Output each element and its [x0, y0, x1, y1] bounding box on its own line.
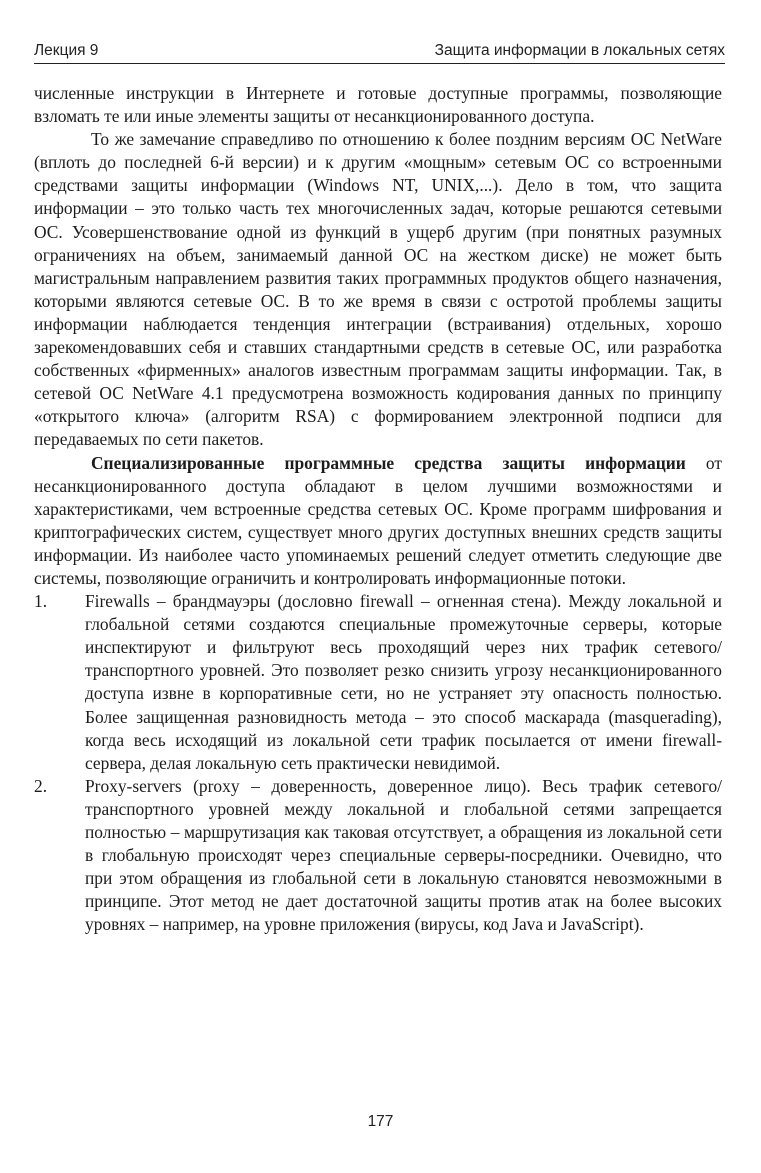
list-number: 1. [34, 591, 48, 612]
list-item-proxy-servers [34, 775, 722, 937]
running-header [34, 38, 725, 64]
page-body [34, 82, 722, 936]
list-number: 2. [34, 775, 48, 796]
list-item-text: Proxy-servers (proxy – доверенность, доверенное лицо). Весь трафик сетевого/транспортного уровней между локальной и глобальной сетями запрещается полностью – маршрутизация как таковая отсутствует, а обращения из локальной сети в глобальную происходят через специальные серверы-посредники. Очевидно, что при этом обращения из глобальной сети в локальную становятся невозможными в принципе. Этот метод не дает достаточной защиты против атак на более высоких уровнях – например, на уровне приложения (вирусы, код Java и JavaScript). [85, 775, 722, 935]
lecture-label: Лекция 9 [34, 42, 99, 59]
paragraph-netware: То же замечание справедливо по отношению к более поздним версиям ОС NetWare (вплоть до последней 6-й версии) и к другим «мощным» сетевым ОС со встроенными средствами защиты информации (Windows NT, UNIX,...). Дело в том, что защита информации – это только часть тех многочисленных задач, которые решаются сетевыми ОС. Усовершенствование одной из функций в ущерб другим (при понятных разумных ограничениях на объем, занимаемый данной ОС на жестком диске) не может быть магистральным направлением развития таких программных продуктов общего назначения, которыми являются сетевые ОС. В то же время в связи с остротой проблемы защиты информации наблюдается тенденция интеграции (встраивания) отдельных, хорошо зарекомендовавших себя и ставших стандартными средств в сетевые ОС, или разработка собственных «фирменных» аналогов известным программам защиты информации. Так, в сетевой ОС NetWare 4.1 предусмотрена возможность кодирования данных по принципу «открытого ключа» (алгоритм RSA) с формированием электронной подписи для передаваемых по сети пакетов. [34, 129, 722, 450]
page-number: 177 [367, 1113, 394, 1130]
paragraph-continued: численные инструкции в Интернете и готовые доступные программы, позволяющие взломать те или иные элементы защиты от несанкционированного доступа. [34, 83, 722, 127]
bold-term: Специализированные программные средства защиты информации [91, 452, 686, 473]
paragraph-specialized-text: от несанкционированного доступа обладают в целом лучшими возможностями и характеристиками, чем встроенные средства сетевых ОС. Кроме программ шифрования и криптографических систем, существует много других доступных внешних средств защиты информации. Из наиболее часто упоминаемых решений следует отметить следующие две системы, позволяющие ограничить и контролировать информационные потоки. [34, 452, 722, 588]
chapter-title: Защита информации в локальных сетях [434, 42, 725, 59]
list-item-text: Firewalls – брандмауэры (дословно firewall – огненная стена). Между локальной и глобальной сетями создаются специальные промежуточные серверы, которые инспектируют и фильтруют весь проходящий через них трафик сетевого/транспортного уровней. Это позволяет резко снизить угрозу несанкционированного доступа извне в корпоративные сети, но не устраняет эту опасность полностью. Более защищенная разновидность метода – это способ маскарада (masquerading), когда весь исходящий из локальной сети трафик посылается от имени firewall-сервера, делая локальную сеть практически невидимой. [85, 591, 722, 773]
paragraph-specialized [34, 452, 722, 591]
list-item-firewalls [34, 590, 722, 775]
